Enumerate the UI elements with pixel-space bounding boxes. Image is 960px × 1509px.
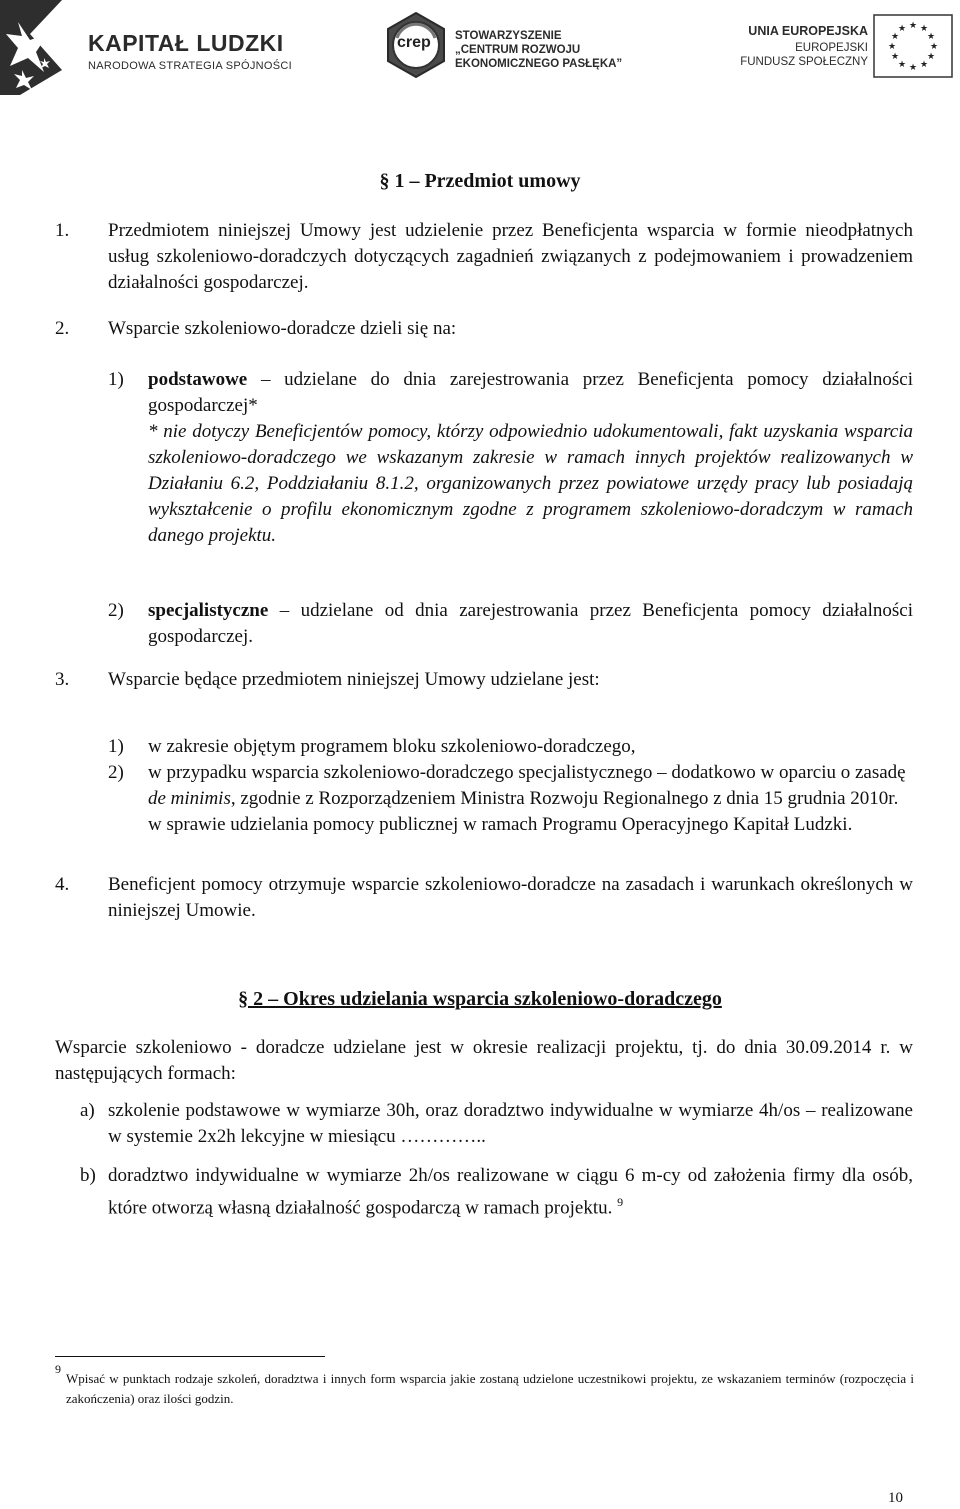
para-4-text: Beneficjent pomocy otrzymuje wsparcie szkoleniowo-doradcze na zasadach i warunkach określonych w niniejszej Umowie. (108, 874, 913, 921)
svg-text:★: ★ (919, 24, 929, 34)
crep-line-2: „CENTRUM ROZWOJU (455, 44, 581, 56)
form-a-label: a) (80, 1100, 95, 1121)
svg-text:★: ★ (897, 24, 907, 34)
kapital-ludzki-emblem-icon (0, 0, 78, 95)
para-4-number: 4. (55, 874, 70, 895)
svg-text:★: ★ (926, 52, 936, 62)
ue-line-1: UNIA EUROPEJSKA (748, 24, 868, 38)
sub-2-text-a: w przypadku wsparcia szkoleniowo-doradczego specjalistycznego – dodatkowo w oparciu o zasadę (148, 762, 906, 783)
footnote-separator (55, 1356, 325, 1357)
svg-text:★: ★ (908, 21, 918, 31)
section-2-intro: Wsparcie szkoleniowo - doradcze udzielane jest w okresie realizacji projektu, tj. do dnia 30.09.2014 r. w następujących formach: (55, 1037, 913, 1084)
sub-1-text: w zakresie objętym programem bloku szkoleniowo-doradczego, (148, 736, 636, 757)
item-2-rest: – udzielane od dnia zarejestrowania przez Beneficjenta pomocy działalności gospodarczej. (148, 600, 913, 647)
crep-logo (385, 12, 635, 82)
form-a-text: szkolenie podstawowe w wymiarze 30h, oraz doradztwo indywidualne w wymiarze 4h/os – realizowane w systemie 2x2h lekcyjne w miesiącu ………….. (108, 1100, 913, 1147)
kl-subtitle: NARODOWA STRATEGIA SPÓJNOŚCI (88, 60, 292, 72)
item-1-rest: – udzielane do dnia zarejestrowania przez Beneficjenta pomocy działalności gospodarczej* (148, 369, 913, 416)
page-number: 10 (888, 1490, 903, 1506)
svg-text:★: ★ (929, 42, 939, 52)
sub-2-text (148, 760, 906, 838)
item-1-note: * nie dotyczy Beneficjentów pomocy, którzy odpowiednio udokumentowali, fakt uzyskania wsparcia szkoleniowo-doradczego we wskazanym zakresie w ramach innych projektów realizowanych w Działaniu 6.2, Poddziałaniu 8.1.2, organizowanych przez powiatowe urzędy pracy lub posiadają wykształcenie o profilu ekonomicznym zgodne z programem szkoleniowo-doradczym w ramach danego projektu. (148, 421, 913, 546)
para-3-text: Wsparcie będące przedmiotem niniejszej Umowy udzielane jest: (108, 669, 600, 690)
kl-title: KAPITAŁ LUDZKI (88, 30, 284, 56)
item-2-bold: specjalistyczne (148, 600, 269, 621)
ue-line-3: FUNDUSZ SPOŁECZNY (740, 56, 868, 68)
item-2-number: 2) (108, 600, 124, 621)
sub-2-text-b: , zgodnie z Rozporządzeniem Ministra Rozwoju Regionalnego z dnia 15 grudnia 2010r. w sprawie udzielania pomocy publicznej w ramach Programu Operacyjnego Kapitał Ludzki. (148, 788, 899, 835)
footnote-reference: 9 (617, 1195, 624, 1209)
form-b-label: b) (80, 1165, 96, 1186)
sub-1-number: 1) (108, 736, 124, 757)
item-2-text (148, 598, 913, 650)
section-2-heading: § 2 – Okres udzielania wsparcia szkoleniowo-doradczego (238, 988, 722, 1010)
svg-text:★: ★ (890, 52, 900, 62)
svg-text:★: ★ (908, 63, 918, 73)
sub-2-number: 2) (108, 762, 124, 783)
item-1-bold: podstawowe (148, 369, 248, 390)
para-1-number: 1. (55, 220, 70, 241)
svg-text:★: ★ (919, 60, 929, 70)
eu-logo (740, 14, 955, 80)
footnote-text: Wpisać w punktach rodzaje szkoleń, doradztwa i innych form wsparcia jakie zostaną udzielone uczestnikowi projektu, ze wskazaniem terminów (rozpoczęcia i zakończenia) oraz ilości godzin. (66, 1371, 914, 1406)
item-1-number: 1) (108, 369, 124, 390)
eu-flag-icon (873, 14, 953, 78)
item-1-text (148, 367, 913, 419)
ue-line-2: EUROPEJSKI (795, 42, 868, 54)
para-2-text: Wsparcie szkoleniowo-doradcze dzieli się na: (108, 318, 457, 339)
svg-text:★: ★ (890, 32, 900, 42)
footnote-number: 9 (55, 1362, 61, 1376)
kapital-ludzki-logo (0, 0, 300, 95)
crep-badge-text: crep (397, 34, 431, 51)
form-b-text (108, 1163, 913, 1221)
svg-text:★: ★ (887, 42, 897, 52)
para-3-number: 3. (55, 669, 70, 690)
para-1-text: Przedmiotem niniejszej Umowy jest udzielenie przez Beneficjenta wsparcia w formie nieodpłatnych usług szkoleniowo-doradczych dotyczących zagadnień związanych z podejmowaniem i prowadzeniem działalności gospodarczej. (108, 220, 913, 293)
sub-2-de-minimis: de minimis (148, 788, 231, 809)
crep-line-1: STOWARZYSZENIE (455, 30, 562, 42)
form-b-body: doradztwo indywidualne w wymiarze 2h/os realizowane w ciągu 6 m-cy od założenia firmy dla osób, które otworzą własną działalność gospodarczą w ramach projektu. (108, 1165, 913, 1219)
svg-text:★: ★ (926, 32, 936, 42)
para-2-number: 2. (55, 318, 70, 339)
crep-line-3: EKONOMICZNEGO PASŁĘKA” (455, 58, 623, 70)
section-1-heading: § 1 – Przedmiot umowy (379, 170, 581, 192)
svg-text:★: ★ (897, 60, 907, 70)
